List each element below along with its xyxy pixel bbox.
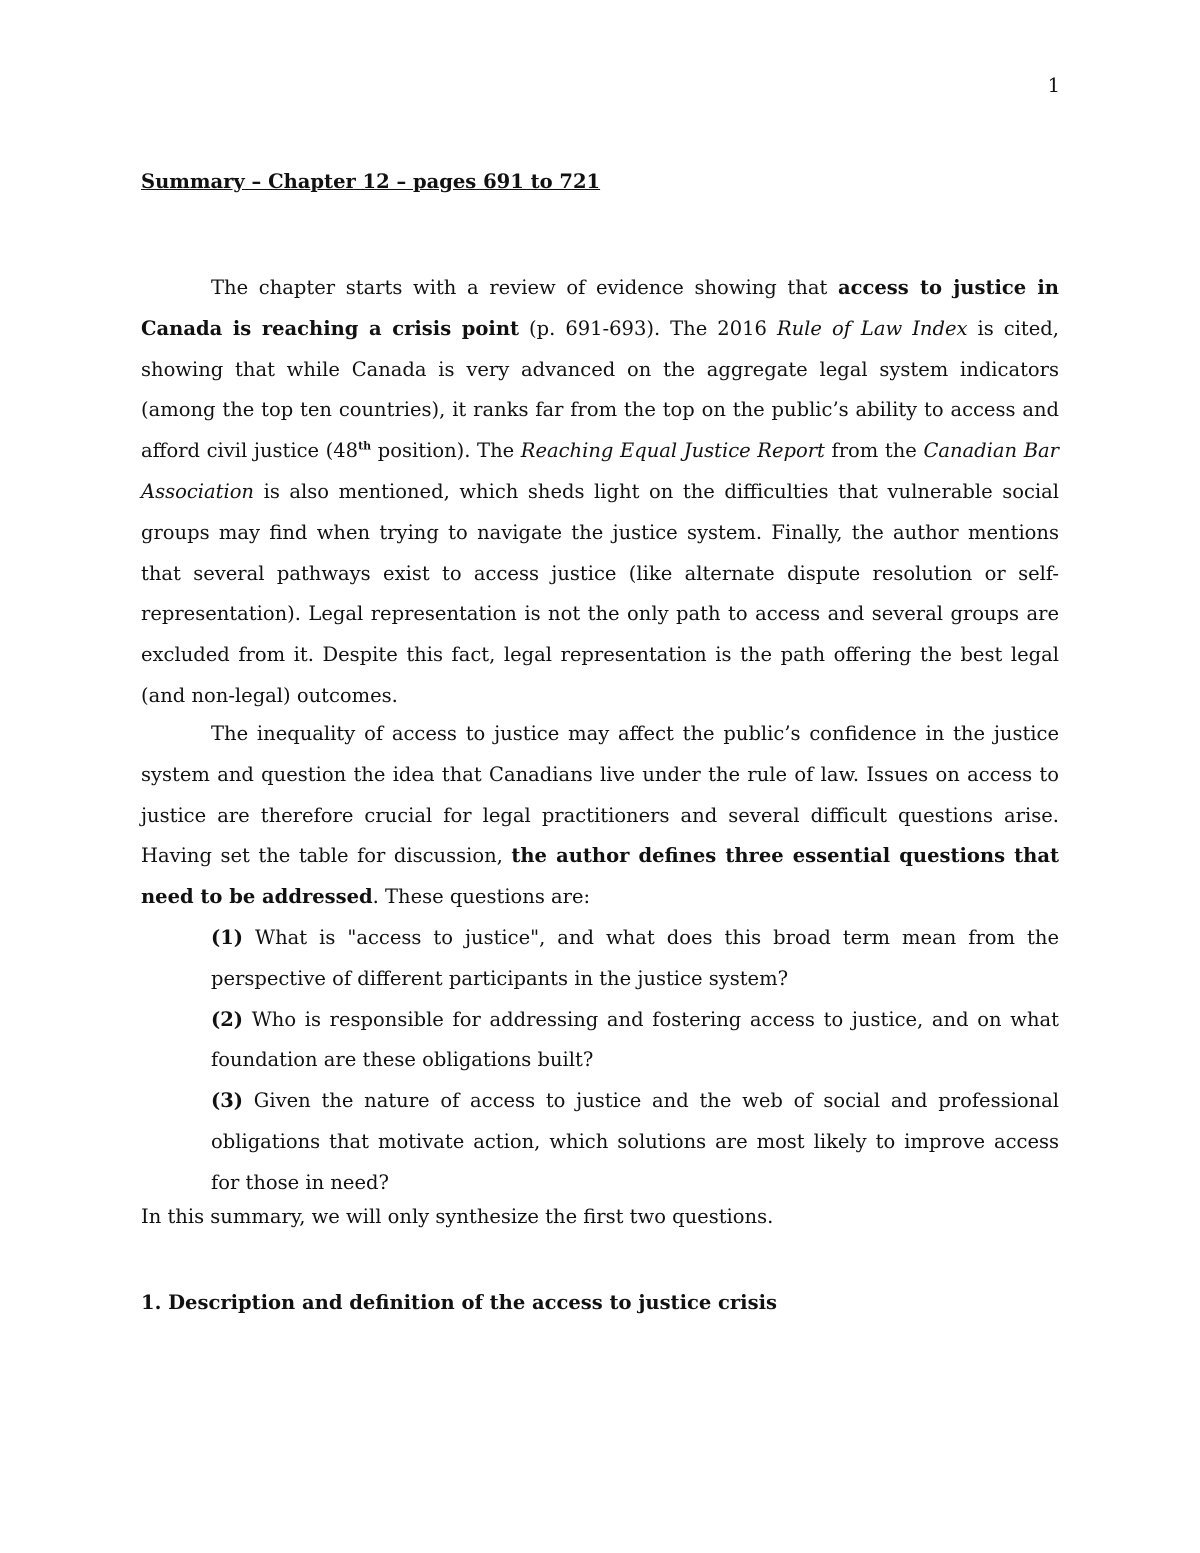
closing-sentence: In this summary, we will only synthesize the first two questions. (141, 1205, 774, 1228)
p1-text-1: The chapter starts with a review of evidence showing that (211, 276, 838, 299)
section-heading: 1. Description and definition of the access to justice crisis (141, 1291, 777, 1314)
p1-bold-crisis: access to justice in Canada is reaching a crisis point (141, 276, 1059, 340)
p1-text-4: position). The (371, 439, 521, 463)
p1-italic-report: Reaching Equal Justice Report (520, 439, 825, 463)
paragraph-intro (141, 268, 1059, 717)
paragraph-questions (141, 714, 1059, 1204)
p1-italic-cba: Canadian Bar Association (141, 439, 1059, 503)
p1-text-2: (p. 691-693). The 2016 (519, 316, 777, 340)
question-text: Given the nature of access to justice and the web of social and professional obligations that motivate action, which solutions are most likely to improve access for those in need? (211, 1089, 1059, 1194)
question-text: Who is responsible for addressing and fostering access to justice, and on what foundation are these obligations built? (211, 1007, 1059, 1072)
page-number: 1 (1047, 74, 1060, 97)
p2-text-2: . These questions are: (372, 885, 591, 909)
question-text: What is "access to justice", and what does this broad term mean from the perspective of different participants in the justice system? (211, 925, 1059, 990)
p2-bold-questions: the author defines three essential questions that need to be addressed (141, 844, 1059, 909)
document-title: Summary – Chapter 12 – pages 691 to 721 (141, 170, 601, 193)
p1-text-6: is also mentioned, which sheds light on the difficulties that vulnerable social groups may find when trying to navigate the justice system. Finally, the author mentions that several pathways exist to access justice (like alternate dispute resolution or self-representation). Legal representation is not the only path to access and several groups are excluded from it. Despite this fact, legal representation is the path offering the best legal (and non-legal) outcomes. (141, 479, 1059, 707)
p2-intro (141, 714, 1059, 918)
p1-superscript: th (358, 439, 372, 453)
p2-text-1: The inequality of access to justice may affect the public’s confidence in the justice system and question the idea that Canadians live under the rule of law. Issues on access to justice are therefore crucial for legal practitioners and several difficult questions arise. Having set the table for discussion, (141, 722, 1059, 868)
question-item (141, 918, 1059, 1000)
question-number: (3) (211, 1089, 244, 1113)
p1-italic-index: Rule of Law Index (776, 316, 968, 340)
p1-text-3: is cited, showing that while Canada is very advanced on the aggregate legal system indicators (among the top ten countries), it ranks far from the top on the public’s ability to access and afford civil justice (48 (141, 316, 1059, 463)
question-number: (2) (211, 1007, 244, 1031)
p1-text-5: from the (824, 439, 924, 463)
question-item (141, 1081, 1059, 1203)
question-number: (1) (211, 925, 244, 949)
question-item (141, 1000, 1059, 1082)
